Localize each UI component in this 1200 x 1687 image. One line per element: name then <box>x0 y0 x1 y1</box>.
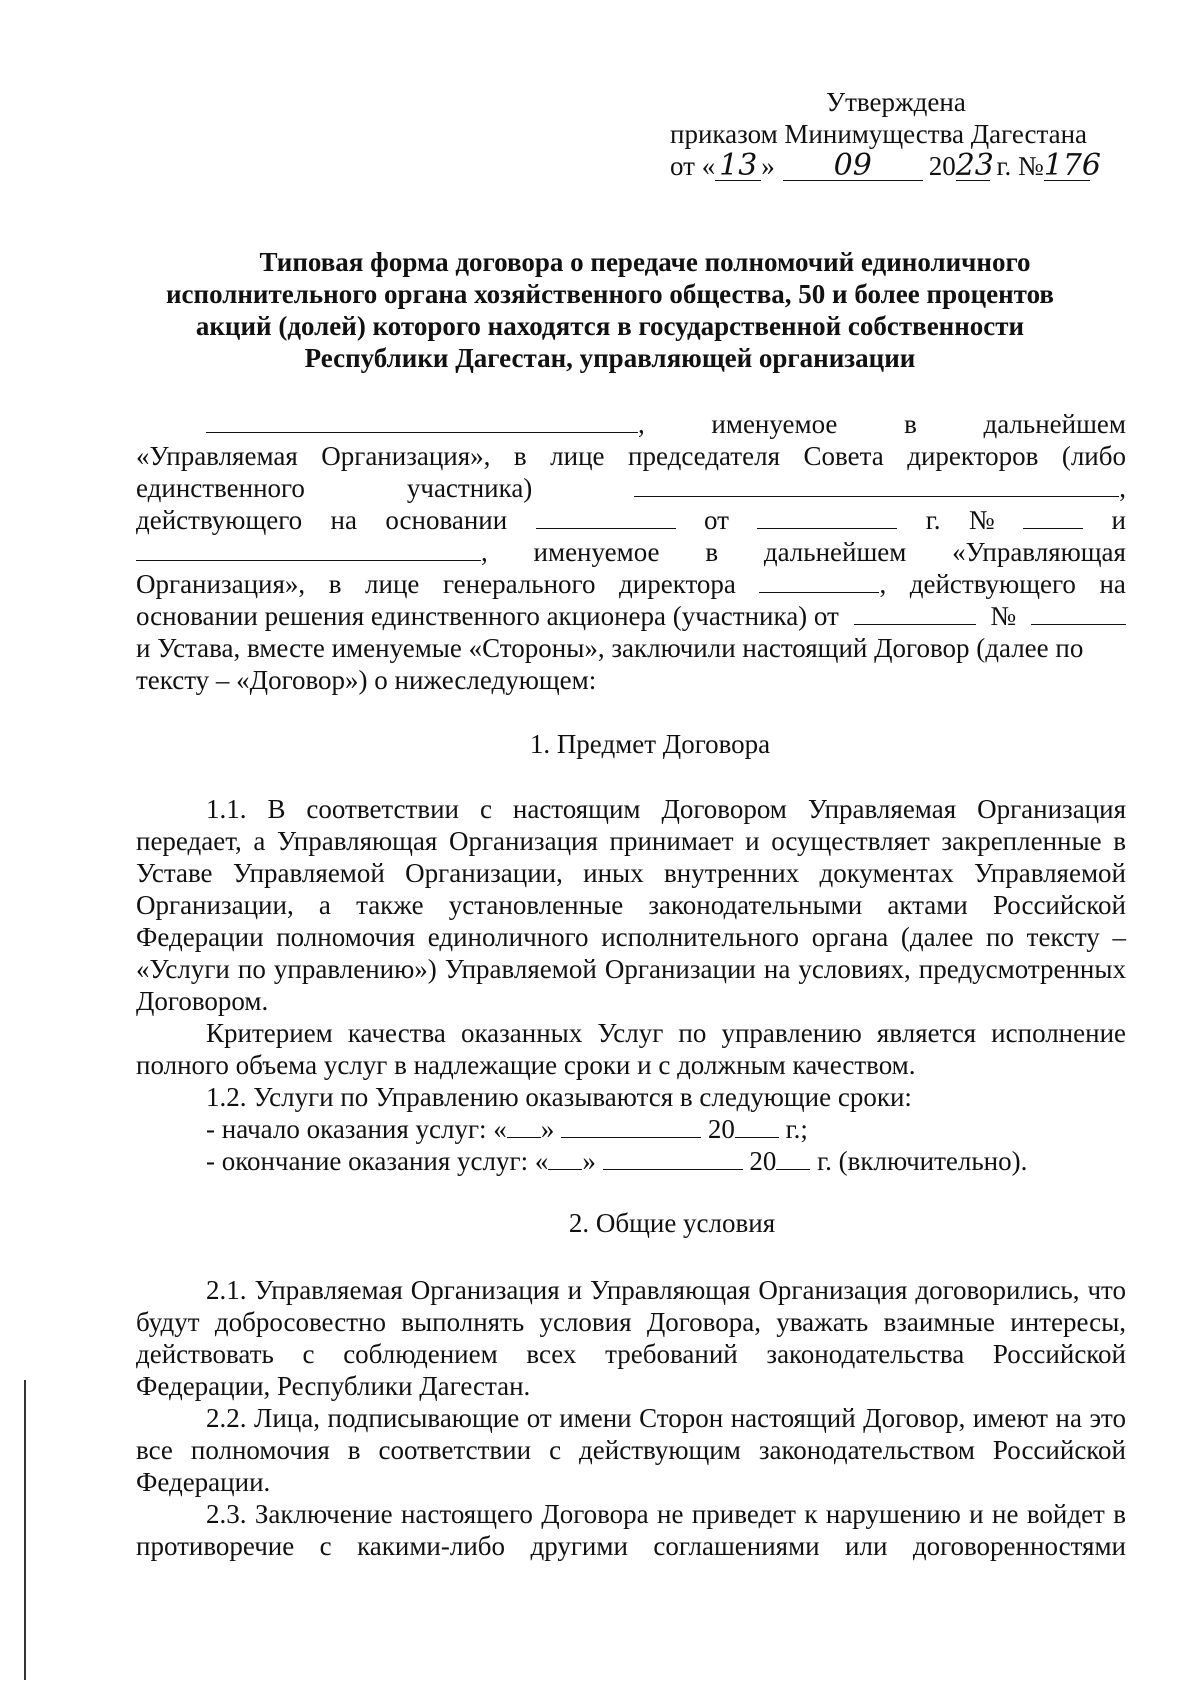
intro-word: именуемое <box>533 537 660 567</box>
approval-close-quote: » <box>761 151 775 181</box>
blank-field <box>854 600 976 625</box>
title-line4: Республики Дагестан, управляющей организации <box>304 343 916 373</box>
blank-field <box>735 1113 779 1138</box>
clause-1-2: 1.2. Услуги по Управлению оказываются в следующие сроки: <box>206 1082 912 1112</box>
intro-word: Совета <box>803 441 884 471</box>
service-start-line: - начало оказания услуг: « » 20 г.; <box>206 1114 808 1144</box>
blank-field <box>548 1145 582 1170</box>
intro-word: дальнейшем <box>983 409 1126 439</box>
scan-margin-line <box>24 1380 26 1680</box>
intro-word: директоров <box>907 441 1039 471</box>
handwritten-day: 13 <box>715 152 761 181</box>
intro-line5 <box>136 536 1126 568</box>
intro-line7 <box>136 600 1126 632</box>
intro-word: действующего <box>909 569 1076 599</box>
approval-line3 <box>670 150 1140 182</box>
intro-word: г. <box>925 505 941 535</box>
title-line3: акций (долей) которого находятся в государственной собственности <box>195 311 1025 341</box>
intro-word: генерального <box>442 569 596 599</box>
intro-word: на <box>1099 569 1126 599</box>
section2-body <box>136 1274 1126 1562</box>
intro-word: директора <box>619 569 736 599</box>
quality-criterion: Критерием качества оказанных Услуг по управлению является исполнение полного объема услуг в надлежащие сроки и с должным качеством. <box>136 1018 1126 1080</box>
intro-word: в <box>513 441 527 471</box>
intro-line3 <box>136 472 1126 504</box>
clause-2-3: 2.3. Заключение настоящего Договора не приведет к нарушению и не войдет в противоречие с какими-либо другими соглашениями или договоренностями <box>136 1499 1126 1561</box>
intro-word: лице <box>550 441 605 471</box>
approval-line2: приказом Минимущества Дагестана <box>670 119 1088 149</box>
service-start-label: - начало оказания услуг: « <box>206 1114 507 1144</box>
document-title <box>130 246 1090 374</box>
intro-line1 <box>136 408 1126 440</box>
title-line1: Типовая форма договора о передаче полномочий единоличного <box>259 247 1031 277</box>
blank-field <box>603 1145 743 1170</box>
intro-word: Организация», <box>321 441 491 471</box>
intro-word: действующего <box>136 505 303 535</box>
section1-heading: 1. Предмет Договора <box>529 729 771 759</box>
blank-field <box>1031 600 1126 625</box>
blank-field <box>561 1113 701 1138</box>
intro-word: в <box>904 409 917 439</box>
intro-word: и <box>1111 505 1126 535</box>
approval-line1: Утверждена <box>826 87 966 117</box>
blank-field <box>136 536 481 561</box>
clause-1-1: 1.1. В соответствии с настоящим Договором Управляемая Организация передает, а Управляющая Организация принимает и осуществляет закрепленные в Уставе Управляемой Организации, иных внутренних документах Управляемой Организации, а также установленные законодательными актами Российской Федерации полномочия единоличного исполнительного органа (далее по тексту – «Услуги по управлению») Управляемой Организации на условиях, предусмотренных Договором. <box>136 794 1126 1016</box>
intro-line8: и Устава, вместе именуемые «Стороны», заключили настоящий Договор (далее по <box>136 633 1084 663</box>
intro-line2 <box>136 440 1126 472</box>
blank-field <box>1023 504 1083 529</box>
intro-word: председателя <box>628 441 780 471</box>
intro-word: дальнейшем <box>763 537 907 567</box>
intro-word: № <box>968 505 995 535</box>
intro-word: лице <box>365 569 420 599</box>
intro-line6 <box>136 568 1126 600</box>
intro-word: от <box>703 505 729 535</box>
intro-segment: , <box>136 536 488 568</box>
handwritten-year: 23 <box>955 148 994 183</box>
approval-year-prefix: 20 <box>928 151 956 181</box>
intro-word: участника) <box>406 473 533 503</box>
intro-text: основании решения единственного акционера (участника) от <box>136 601 839 631</box>
intro-word: в <box>328 569 342 599</box>
section2-heading: 2. Общие условия <box>568 1208 776 1238</box>
blank-field <box>206 408 638 433</box>
intro-line4 <box>136 504 1126 536</box>
intro-word: «Управляемая <box>136 441 298 471</box>
intro-word: основании <box>385 505 508 535</box>
intro-segment: , <box>634 472 1126 504</box>
service-end-line: - окончание оказания услуг: « » 20 г. (включительно). <box>206 1146 1028 1176</box>
intro-line9: тексту – «Договор») о нижеследующем: <box>136 665 597 695</box>
title-line2: исполнительного органа хозяйственного общества, 50 и более процентов <box>165 279 1055 309</box>
service-end-label: - окончание оказания услуг: « <box>206 1146 549 1176</box>
intro-word: (либо <box>1061 441 1126 471</box>
intro-word: Организация», <box>136 569 306 599</box>
intro-word: именуемое <box>711 409 838 439</box>
intro-word: на <box>330 505 357 535</box>
approval-ot: от « <box>670 151 716 181</box>
blank-field <box>776 1145 810 1170</box>
blank-field <box>757 504 897 529</box>
intro-segment: , <box>759 568 886 600</box>
clause-2-2: 2.2. Лица, подписывающие от имени Сторон настоящий Договор, имеют на это все полномочия в соответствии с действующим законодательством Российской Федерации. <box>136 1403 1126 1497</box>
approval-stamp <box>670 86 1140 182</box>
intro-word: № <box>990 601 1017 631</box>
intro-segment: , <box>136 408 645 440</box>
handwritten-number: 176 <box>1043 148 1102 183</box>
blank-field <box>507 1113 541 1138</box>
blank-field <box>759 568 879 593</box>
approval-num-label: г. № <box>996 151 1044 181</box>
intro-word: единственного <box>136 473 305 503</box>
intro-word: «Управляющая <box>952 537 1126 567</box>
handwritten-month: 09 <box>783 152 923 181</box>
intro-paragraph <box>136 408 1126 696</box>
blank-field <box>536 504 676 529</box>
clause-2-1: 2.1. Управляемая Организация и Управляющая Организация договорились, что будут добросовестно выполнять условия Договора, уважать взаимные интересы, действовать с соблюдением всех требований законодательства Российской Федерации, Республики Дагестан. <box>136 1275 1126 1401</box>
blank-field <box>634 472 1119 497</box>
section1-body <box>136 793 1126 1177</box>
intro-word: в <box>705 537 719 567</box>
